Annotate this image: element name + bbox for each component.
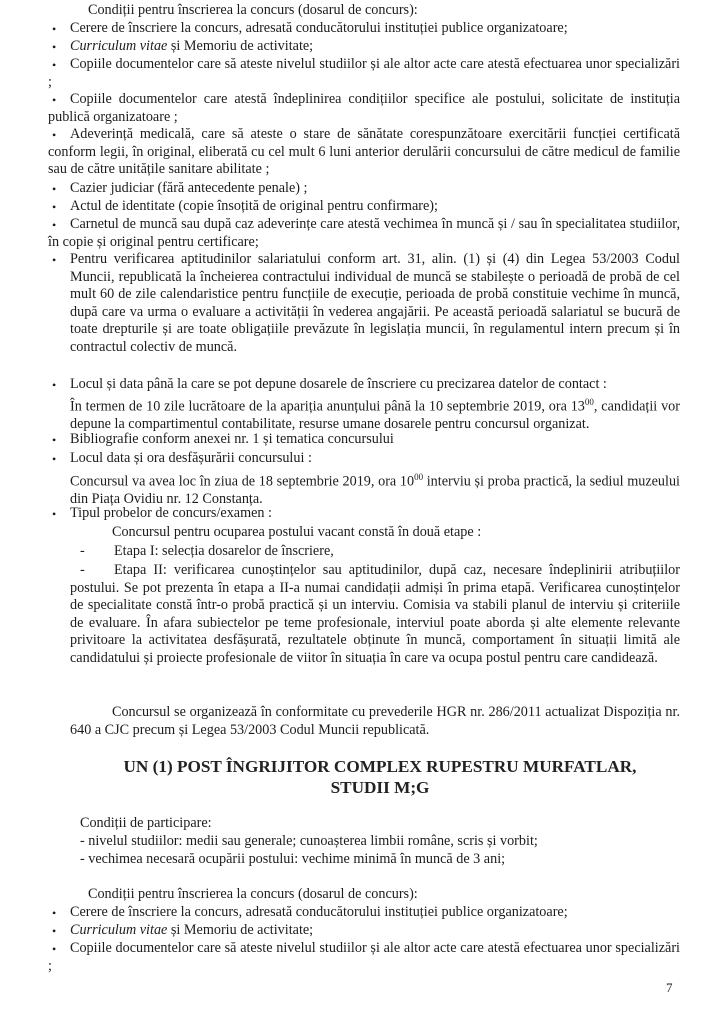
participation-line: - nivelul studiilor: medii sau generale; cunoașterea limbii române, scris și vorbit; bbox=[80, 833, 538, 849]
bullet: • bbox=[52, 128, 57, 142]
stage-one: Etapa I: selecția dosarelor de înscriere, bbox=[114, 543, 334, 559]
bullet: • bbox=[52, 378, 57, 392]
bullet: • bbox=[52, 433, 57, 447]
bibliography-item: Bibliografie conform anexei nr. 1 și tematica concursului bbox=[70, 431, 394, 447]
bullet: • bbox=[52, 452, 57, 466]
participation-heading: Condiții de participare: bbox=[80, 815, 212, 831]
exam-label: Tipul probelor de concurs/examen : bbox=[70, 505, 272, 521]
deadline-text: În termen de 10 zile lucrătoare de la apariția anunțului până la 10 septembrie 2019, ora $13^{00}$, candidații vor depune la compartimentul contabilitate, resurse umane dosarele pentru concursul organizat. bbox=[70, 397, 680, 433]
dash-marker: - bbox=[80, 562, 85, 578]
dossier-item: Curriculum vitae și Memoriu de activitate; bbox=[70, 922, 314, 938]
bullet: • bbox=[52, 40, 57, 54]
bullet: • bbox=[52, 93, 57, 107]
bullet: • bbox=[52, 22, 57, 36]
participation-line: - vechimea necesară ocupării postului: vechime minimă în muncă de 3 ani; bbox=[80, 851, 506, 867]
bullet: • bbox=[52, 942, 57, 956]
bullet: • bbox=[52, 253, 57, 267]
page-number: 7 bbox=[666, 980, 673, 995]
stage-two: Etapa II: verificarea cunoștințelor sau aptitudinilor, după caz, necesare îndeplinirii atribuțiilor postului. Se pot prezenta în etapa a II-a numai candidații admiși în prima etapă. Verificarea cunoștințelor de specialitate constă într-o probă practică și un interviu. Comisia va stabili planul de interviu și criteriile de evaluare. În afara subiectelor pe teme profesionale, interviul poate aborda și alte elemente relevante privitoare la activitatea desfășurată, rezultatele obținute în muncă, comportament în situații limită ale candidatului și proiecte profesionale de viitor în situația în care va ocupa postul pentru care candidează. bbox=[70, 562, 680, 666]
cv-italic: Curriculum vitae bbox=[70, 38, 168, 54]
closing-paragraph: Concursul se organizează în conformitate cu prevederile HGR nr. 286/2011 actualizat Dispoziția nr. 640 a CJC precum și Legea 53/2003 Codul Muncii republicată. bbox=[70, 704, 680, 738]
place-text: Concursul va avea loc în ziua de 18 septembrie 2019, ora $10^{00}$ interviu și proba practică, la sediul muzeului din Piața Ovidiu nr. 12 Constanța. bbox=[70, 472, 680, 508]
dossier-item: Cerere de înscriere la concurs, adresată conducătorului instituției publice organizatoare; bbox=[70, 904, 568, 920]
position-title: UN (1) POST ÎNGRIJITOR COMPLEX RUPESTRU MURFATLAR, bbox=[123, 757, 637, 776]
dossier-item: Copiile documentelor care să ateste nivelul studiilor și ale altor acte care atestă efectuarea unor specializări ; bbox=[48, 56, 680, 90]
bullet: • bbox=[52, 218, 57, 232]
cv-italic: Curriculum vitae bbox=[70, 922, 168, 938]
deadline-label: Locul și data până la care se pot depune dosarele de înscriere cu precizarea datelor de contact : bbox=[70, 376, 607, 392]
place-label: Locul data și ora desfășurării concursului : bbox=[70, 450, 312, 466]
dossier-item: Carnetul de muncă sau după caz adeverințe care atestă vechimea în muncă și / sau în specialitatea studiilor, în copie și original pentru certificare; bbox=[48, 216, 680, 250]
bullet: • bbox=[52, 200, 57, 214]
bullet: • bbox=[52, 924, 57, 938]
position-title-studies: STUDII M;G bbox=[330, 778, 430, 797]
dash-marker: - bbox=[80, 543, 85, 559]
dossier-item: Copiile documentelor care atestă îndeplinirea condițiilor specifice ale postului, solicitate de instituția publică organizatoare ; bbox=[48, 91, 680, 125]
dossier-item: Actul de identitate (copie însoțită de original pentru confirmare); bbox=[70, 198, 438, 214]
dossier-item: Cerere de înscriere la concurs, adresată conducătorului instituției publice organizatoare; bbox=[70, 20, 568, 36]
dossier-item: Adeverință medicală, care să ateste o stare de sănătate corespunzătoare exercitării funcției certificată conform legii, în original, eliberată cu cel mult 6 luni anterior derulării concursului de către medicul de familie sau de către unitățile sanitare abilitate ; bbox=[48, 126, 680, 178]
dossier-heading: Condiții pentru înscrierea la concurs (dosarul de concurs): bbox=[88, 886, 418, 902]
bullet: • bbox=[52, 182, 57, 196]
dossier-item: Curriculum vitae și Memoriu de activitate; bbox=[70, 38, 314, 54]
exam-intro: Concursul pentru ocuparea postului vacant constă în două etape : bbox=[112, 524, 482, 540]
dossier-heading: Condiții pentru înscrierea la concurs (dosarul de concurs): bbox=[88, 2, 418, 18]
bullet: • bbox=[52, 507, 57, 521]
bullet: • bbox=[52, 906, 57, 920]
dossier-item: Copiile documentelor care să ateste nivelul studiilor și ale altor acte care atestă efectuarea unor specializări ; bbox=[48, 940, 680, 974]
dossier-item: Cazier judiciar (fără antecedente penale) ; bbox=[70, 180, 308, 196]
probation-item: Pentru verificarea aptitudinilor salariatului conform art. 31, alin. (1) și (4) din Legea 53/2003 Codul Muncii, republicată la încheierea contractului individual de muncă se stabilește o perioadă de probă de cel mult 60 de zile calendaristice pentru funcțiile de execuție, perioada de probă constituie vechime în muncă, după care va urma o evaluare a activității în vederea angajării. Pe această perioadă salariatul se bucură de toate drepturile și are toate obligațiile prevăzute în legislația muncii, în regulamentul intern precum și în contractul colectiv de muncă. bbox=[70, 251, 680, 355]
bullet: • bbox=[52, 58, 57, 72]
